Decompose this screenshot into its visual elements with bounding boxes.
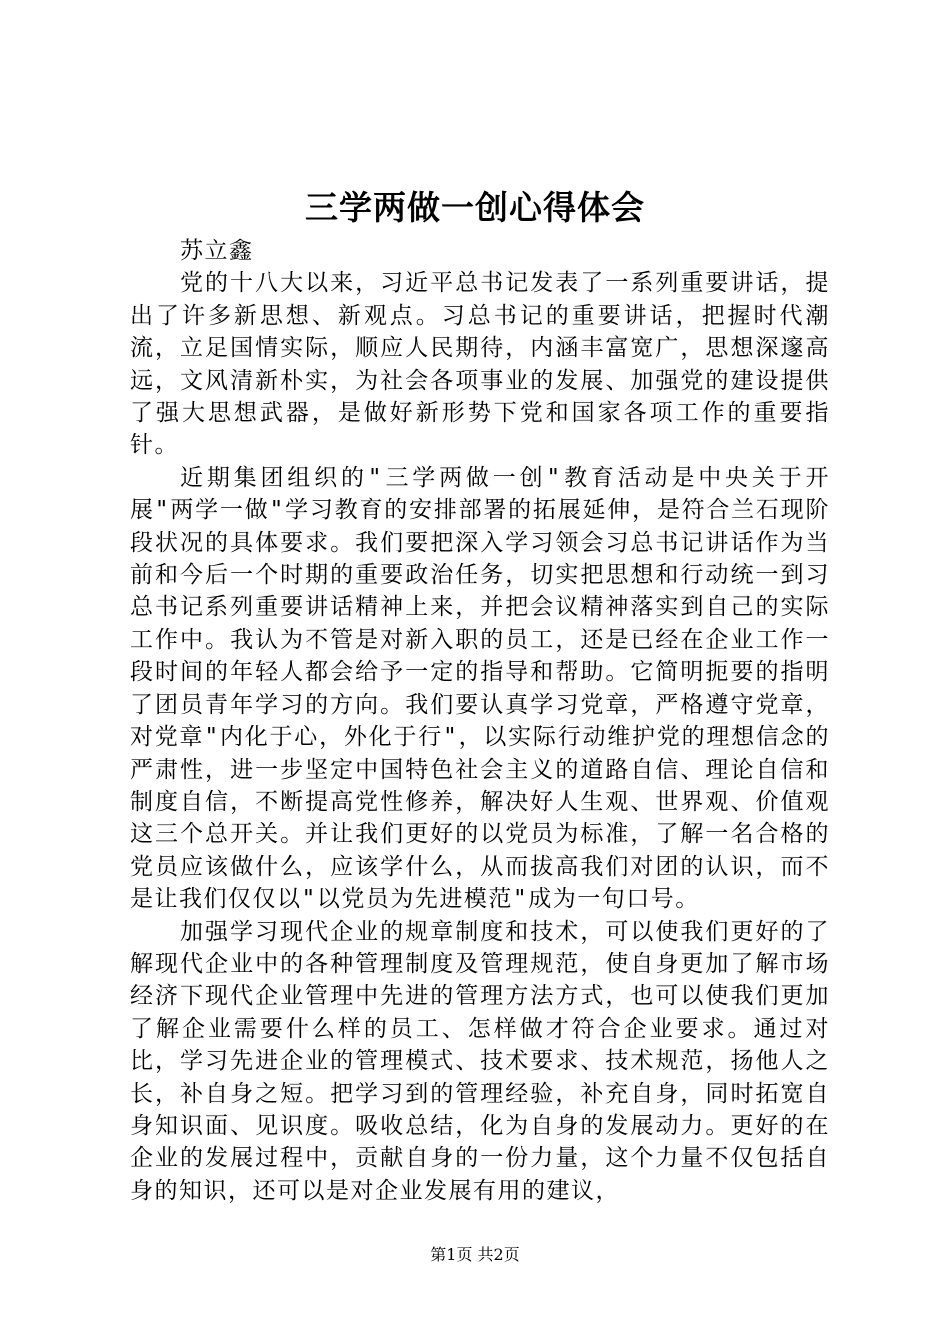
page-footer: 第1页 共2页 xyxy=(430,1245,520,1264)
paragraph-3: 加强学习现代企业的规章制度和技术，可以使我们更好的了解现代企业中的各种管理制度及管理规范，使自身更加了解市场经济下现代企业管理中先进的管理方法方式，也可以使我们更加了解企业需要什么样的员工、怎样做才符合企业要求。通过对比，学习先进企业的管理模式、技术要求、技术规范，扬他人之长，补自身之短。把学习到的管理经验，补充自身，同时拓宽自身知识面、见识度。吸收总结，化为自身的发展动力。更好的在企业的发展过程中，贡献自身的一份力量，这个力量不仅包括自身的知识，还可以是对企业发展有用的建议， xyxy=(130,918,830,1204)
paragraph-2: 近期集团组织的"三学两做一创"教育活动是中央关于开展"两学一做"学习教育的安排部署的拓展延伸，是符合兰石现阶段状况的具体要求。我们要把深入学习领会习总书记讲话作为当前和今后一个时期的重要政治任务，切实把思想和行动统一到习总书记系列重要讲话精神上来，并把会议精神落实到自己的实际工作中。我认为不管是对新入职的员工，还是已经在企业工作一段时间的年轻人都会给予一定的指导和帮助。它简明扼要的指明了团员青年学习的方向。我们要认真学习党章，严格遵守党章，对党章"内化于心，外化于行"，以实际行动维护党的理想信念的严肃性，进一步坚定中国特色社会主义的道路自信、理论自信和制度自信，不断提高党性修养，解决好人生观、世界观、价值观这三个总开关。并让我们更好的以党员为标准，了解一名合格的党员应该做什么，应该学什么，从而拔高我们对团的认识，而不是让我们仅仅以"以党员为先进模范"成为一句口号。 xyxy=(130,464,830,913)
page-title: 三学两做一创心得体会 xyxy=(305,188,645,227)
paragraph-1: 党的十八大以来，习近平总书记发表了一系列重要讲话，提出了许多新思想、新观点。习总书记的重要讲话，把握时代潮流，立足国情实际，顺应人民期待，内涵丰富宽广，思想深邃高远，文风清新朴实，为社会各项事业的发展、加强党的建设提供了强大思想武器，是做好新形势下党和国家各项工作的重要指针。 xyxy=(130,270,830,459)
document-body xyxy=(130,235,830,1207)
author-name: 苏立鑫 xyxy=(180,238,254,264)
